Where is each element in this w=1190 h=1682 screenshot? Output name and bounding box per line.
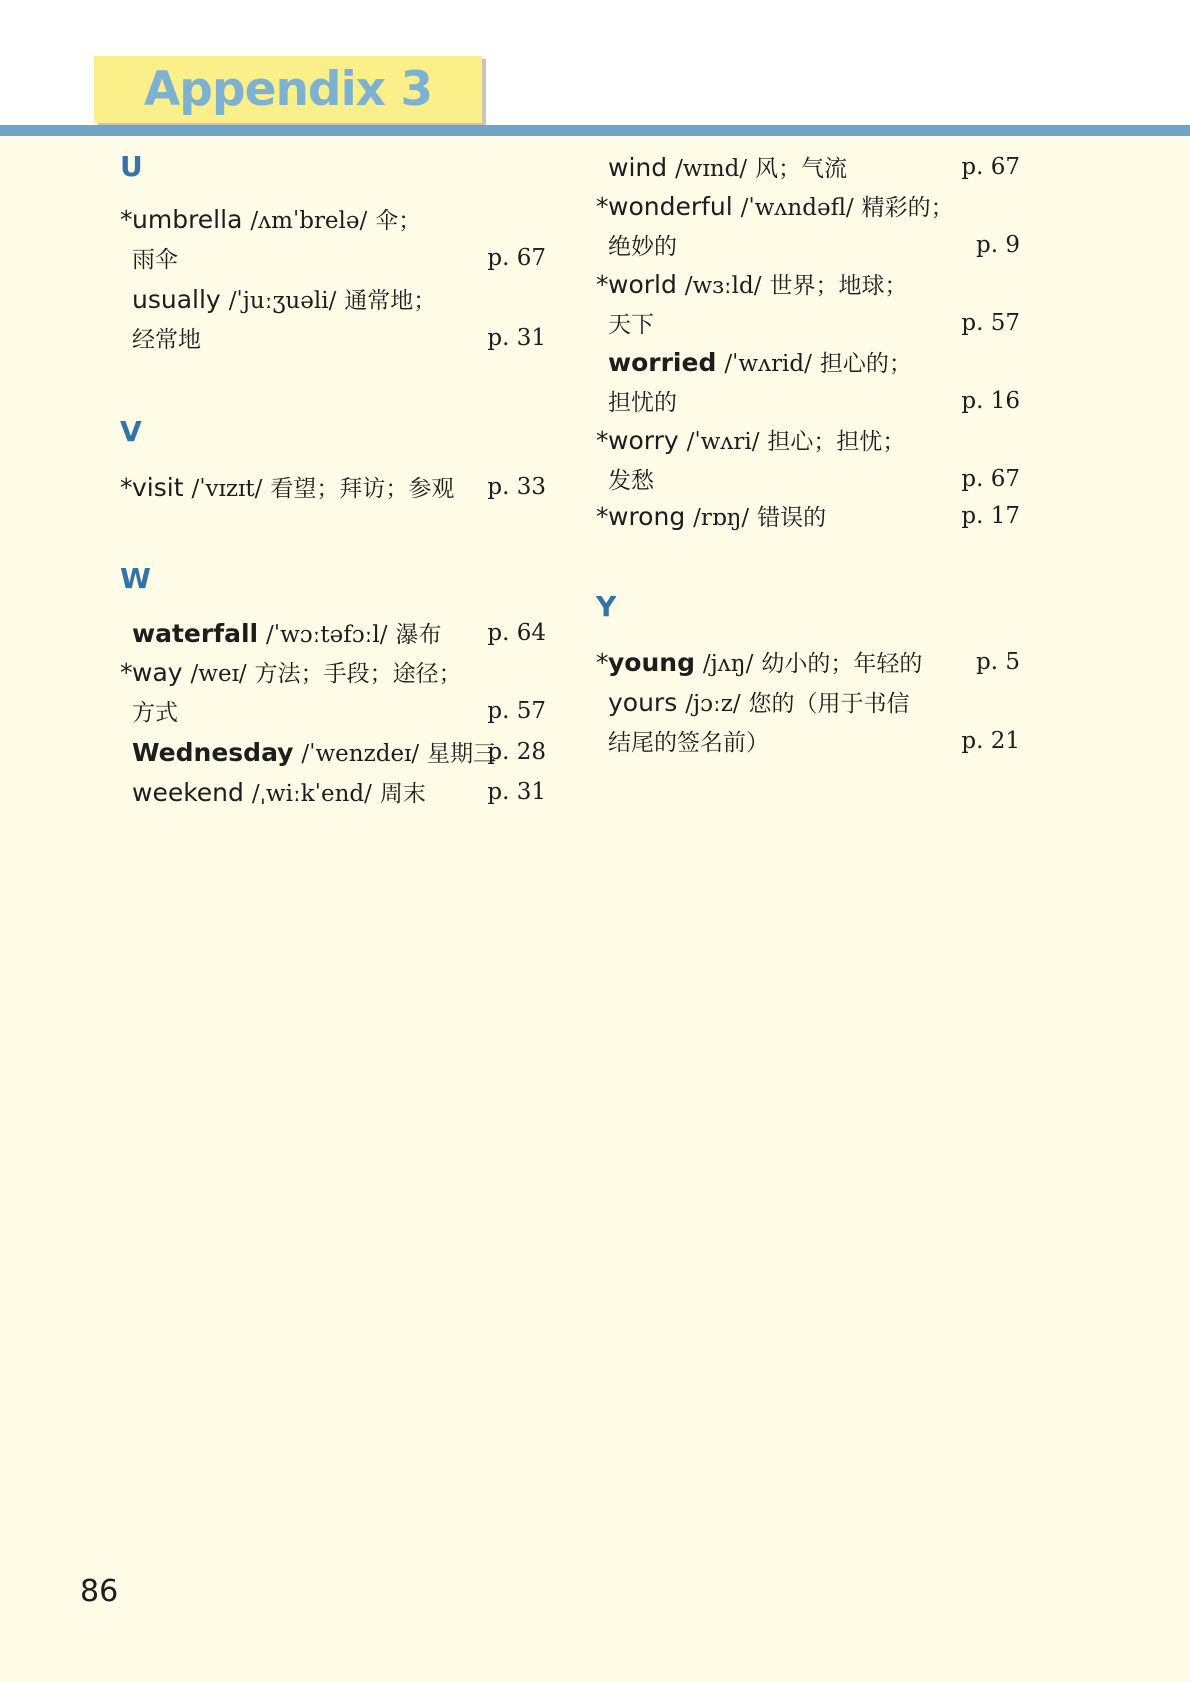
definition: 错误的 xyxy=(757,505,827,531)
pronunciation: /wɪnd/ xyxy=(675,156,748,182)
entry-worried xyxy=(608,343,1020,421)
entry-wonderful: * wonderful /ˈwʌndəfl/ 精彩的； 绝妙的 p. 9 xyxy=(608,187,1020,265)
pronunciation: /ˈwʌndəfl/ xyxy=(740,195,854,221)
headword: waterfall xyxy=(132,619,259,648)
pronunciation: /ˈwenzdeɪ/ xyxy=(301,741,420,767)
headword: world xyxy=(608,270,677,299)
section-letter-v: V xyxy=(120,415,142,448)
headword: way xyxy=(132,658,183,687)
page-reference: p. 67 xyxy=(961,154,1020,180)
entry-young: * young /jʌŋ/ 幼小的；年轻的 p. 5 xyxy=(608,643,1020,682)
pronunciation: /rɒŋ/ xyxy=(693,505,750,531)
headword: wind xyxy=(608,153,668,182)
definition-continued: 雨伞 xyxy=(132,247,178,273)
headword: umbrella xyxy=(132,205,243,234)
page-reference: p. 28 xyxy=(487,739,546,765)
entry-worry: * worry /ˈwʌri/ 担心；担忧； 发愁 p. 67 xyxy=(608,421,1020,499)
section-letter-u: U xyxy=(120,150,143,183)
page-reference: p. 16 xyxy=(961,388,1020,414)
definition: 瀑布 xyxy=(395,622,442,648)
definition-continued: 方式 xyxy=(132,700,178,726)
pronunciation: /ˌwiːkˈend/ xyxy=(251,781,372,807)
definition: 看望；拜访；参观 xyxy=(270,476,455,502)
definition: 星期三 xyxy=(427,741,497,767)
pronunciation: /jʌŋ/ xyxy=(702,651,754,677)
page-reference: p. 31 xyxy=(487,325,546,351)
page-reference: p. 33 xyxy=(487,474,546,500)
pronunciation: /ˈvɪzɪt/ xyxy=(191,476,263,502)
entry-usually xyxy=(132,280,546,358)
page-reference: p. 64 xyxy=(487,620,546,646)
definition-continued: 绝妙的 xyxy=(608,234,677,260)
definition: 精彩的； xyxy=(861,195,954,221)
headword: young xyxy=(608,648,695,677)
definition: 通常地； xyxy=(344,288,437,314)
headword: yours xyxy=(608,688,678,717)
pronunciation: /ʌmˈbrelə/ xyxy=(250,208,368,234)
entry-visit: * visit /ˈvɪzɪt/ 看望；拜访；参观 p. 33 xyxy=(132,468,546,507)
entry-way: * way /weɪ/ 方法；手段；途径； 方式 p. 57 xyxy=(132,653,546,731)
pronunciation: /wɜːld/ xyxy=(684,273,762,299)
headword: Wednesday xyxy=(132,738,294,767)
definition: 风；气流 xyxy=(755,156,848,182)
page-title: Appendix 3 xyxy=(143,62,433,117)
headword: visit xyxy=(132,473,184,502)
definition-continued: 结尾的签名前） xyxy=(608,730,769,756)
entry-waterfall xyxy=(132,614,546,653)
page-reference: p. 5 xyxy=(976,649,1020,675)
definition: 您的（用于书信 xyxy=(748,691,910,717)
entry-wind xyxy=(608,148,1020,187)
page-reference: p. 9 xyxy=(976,232,1020,258)
definition-continued: 担忧的 xyxy=(608,390,677,416)
definition: 周末 xyxy=(379,781,426,807)
headword: wrong xyxy=(608,502,686,531)
title-banner xyxy=(94,56,482,123)
page-reference: p. 57 xyxy=(487,698,546,724)
page-reference: p. 21 xyxy=(961,728,1020,754)
definition: 世界；地球； xyxy=(769,273,908,299)
pronunciation: /ˈwʌrid/ xyxy=(724,351,812,377)
headword: worried xyxy=(608,348,717,377)
headword: weekend xyxy=(132,778,244,807)
page-reference: p. 67 xyxy=(961,466,1020,492)
definition-continued: 经常地 xyxy=(132,327,201,353)
section-letter-w: W xyxy=(120,562,151,595)
pronunciation: /weɪ/ xyxy=(190,661,247,687)
definition-continued: 天下 xyxy=(608,312,654,338)
pronunciation: /ˈjuːʒuəli/ xyxy=(228,288,337,314)
pronunciation: /ˈwʌri/ xyxy=(686,429,760,455)
page-reference: p. 57 xyxy=(961,310,1020,336)
definition: 方法；手段；途径； xyxy=(254,661,462,687)
definition: 幼小的；年轻的 xyxy=(761,651,923,677)
header-rule xyxy=(0,125,1190,136)
entry-yours xyxy=(608,683,1020,761)
entry-weekend xyxy=(132,773,546,812)
entry-world: * world /wɜːld/ 世界；地球； 天下 p. 57 xyxy=(608,265,1020,343)
entry-wrong: * wrong /rɒŋ/ 错误的 p. 17 xyxy=(608,497,1020,536)
page-reference: p. 67 xyxy=(487,245,546,271)
entry-wednesday xyxy=(132,733,546,772)
definition: 伞； xyxy=(375,208,422,234)
page-number: 86 xyxy=(80,1574,119,1609)
definition-continued: 发愁 xyxy=(608,468,654,494)
pronunciation: /ˈwɔːtəfɔːl/ xyxy=(266,622,388,648)
headword: worry xyxy=(608,426,679,455)
headword: usually xyxy=(132,285,221,314)
headword: wonderful xyxy=(608,192,733,221)
page-reference: p. 31 xyxy=(487,779,546,805)
section-letter-y: Y xyxy=(596,590,617,623)
page-reference: p. 17 xyxy=(961,503,1020,529)
definition: 担心；担忧； xyxy=(767,429,906,455)
pronunciation: /jɔːz/ xyxy=(685,691,741,717)
definition: 担心的； xyxy=(819,351,912,377)
entry-umbrella: * umbrella /ʌmˈbrelə/ 伞； 雨伞 p. 67 xyxy=(132,200,546,278)
